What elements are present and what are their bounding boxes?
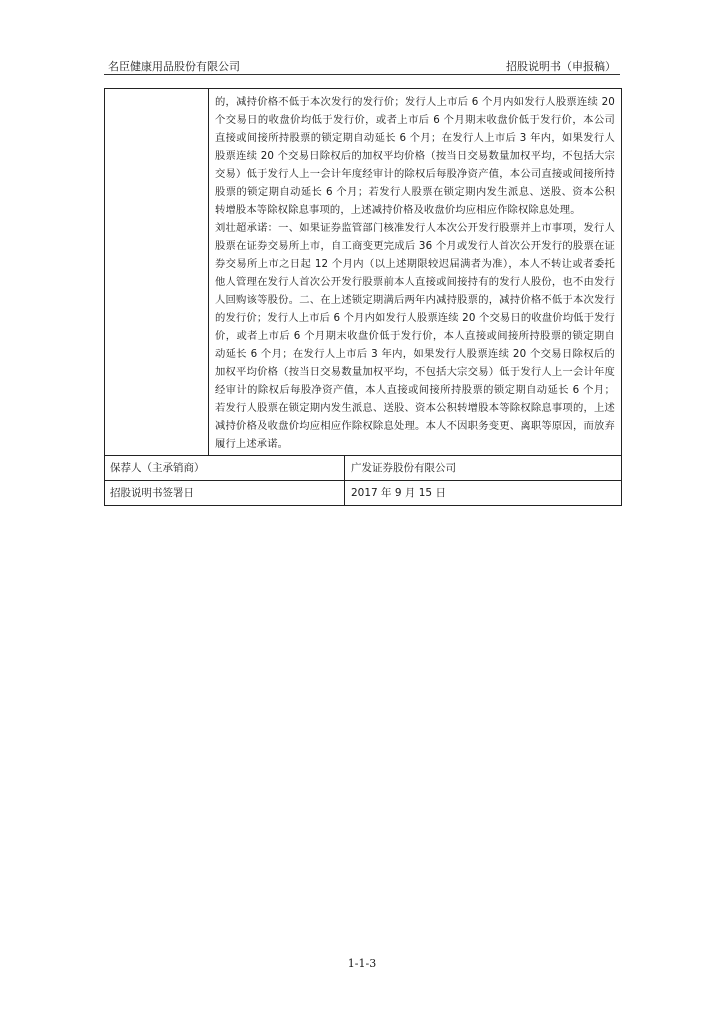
page-number: 1-1-3 bbox=[347, 957, 377, 970]
commitment-label-cell bbox=[105, 89, 209, 455]
sponsor-value: 广发证券股份有限公司 bbox=[351, 462, 456, 474]
commitment-text-cell bbox=[209, 89, 621, 455]
page-header bbox=[104, 56, 620, 75]
commitment-paragraph-2: 刘壮超承诺：一、如果证券监管部门核准发行人本次公开发行股票并上市事项，发行人股票在证券交易所上市，自工商变更完成后 36 个月或发行人首次公开发行的股票在证券交易所上市之日起 12 个月内（以上述期限较迟届满者为准），本人不转让或者委托他人管理在发行人首次公开发行股票前本人直接或间接持有的发行人股份，也不由发行人回购该等股份。二、在上述锁定期满后两年内减持股票的，减持价格不低于本次发行的发行价；发行人上市后 6 个月内如发行人股票连续 20 个交易日的收盘价均低于发行价，或者上市后 6 个月期末收盘价低于发行价，本人直接或间接所持股票的锁定期自动延长 6 个月；在发行人上市后 3 年内，如果发行人股票连续 20 个交易日除权后的加权平均价格（按当日交易数量加权平均，不包括大宗交易）低于发行人上一会计年度经审计的除权后每股净资产值，本人直接或间接所持股票的锁定期自动延长 6 个月；若发行人股票在锁定期内发生派息、送股、资本公积转增股本等除权除息事项的，上述减持价格及收盘价均应相应作除权除息处理。本人不因职务变更、离职等原因，而放弃履行上述承诺。 bbox=[215, 222, 615, 450]
sign-date-value: 2017 年 9 月 15 日 bbox=[351, 487, 446, 499]
company-name: 名臣健康用品股份有限公司 bbox=[108, 60, 240, 73]
sign-date-label: 招股说明书签署日 bbox=[105, 481, 345, 505]
sponsor-row bbox=[105, 455, 621, 480]
sign-date-row bbox=[105, 480, 621, 505]
document-title: 招股说明书（申报稿） bbox=[506, 60, 616, 73]
sponsor-label: 保荐人（主承销商） bbox=[105, 456, 345, 480]
commitment-row bbox=[105, 89, 621, 455]
info-table bbox=[104, 88, 622, 506]
commitment-paragraph-1: 的，减持价格不低于本次发行的发行价；发行人上市后 6 个月内如发行人股票连续 20 个交易日的收盘价均低于发行价，或者上市后 6 个月期末收盘价低于发行价，本公司直接或间接所持股票的锁定期自动延长 6 个月；在发行人上市后 3 年内，如果发行人股票连续 20 个交易日除权后的加权平均价格（按当日交易数量加权平均，不包括大宗交易）低于发行人上一会计年度经审计的除权后每股净资产值，本公司直接或间接所持股票的锁定期自动延长 6 个月；若发行人股票在锁定期内发生派息、送股、资本公积转增股本等除权除息事项的，上述减持价格及收盘价均应相应作除权除息处理。 bbox=[215, 96, 615, 216]
